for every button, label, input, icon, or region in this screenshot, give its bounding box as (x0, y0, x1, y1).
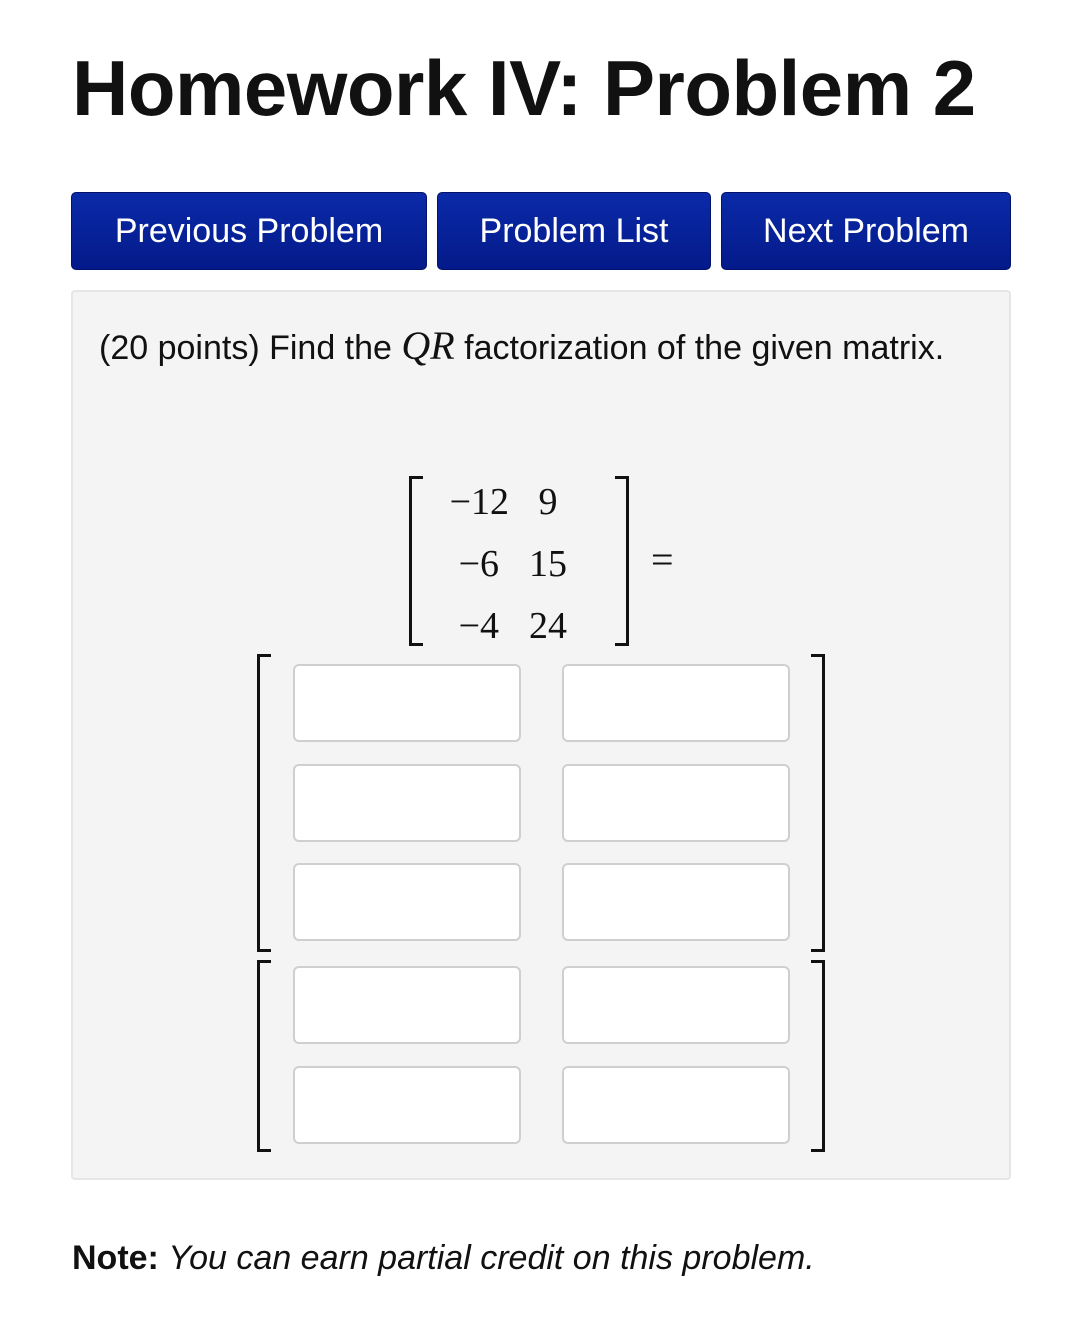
problem-navigation (71, 192, 1011, 270)
q-input-r1c2[interactable] (562, 664, 790, 742)
matrix-cell: 15 (529, 543, 567, 585)
r-matrix-left-bracket (257, 960, 271, 1152)
page-title: Homework IV: Problem 2 (72, 44, 976, 132)
partial-credit-note (72, 1236, 815, 1280)
equals-sign: = (651, 537, 674, 582)
prompt-suffix: factorization of the given matrix. (454, 329, 945, 367)
prompt-math-var: QR (401, 323, 455, 368)
matrix-right-bracket (615, 476, 629, 646)
q-input-r2c2[interactable] (562, 764, 790, 842)
matrix-cell: 9 (538, 481, 558, 523)
r-matrix-right-bracket (811, 960, 825, 1152)
r-input-r1c1[interactable] (293, 966, 521, 1044)
q-input-r1c1[interactable] (293, 664, 521, 742)
note-text: You can earn partial credit on this problem. (168, 1239, 815, 1277)
matrix-cell: −6 (458, 543, 499, 585)
next-problem-button[interactable]: Next Problem (721, 192, 1011, 270)
r-input-r2c2[interactable] (562, 1066, 790, 1144)
r-input-r2c1[interactable] (293, 1066, 521, 1144)
r-input-r1c2[interactable] (562, 966, 790, 1044)
problem-list-button[interactable]: Problem List (437, 192, 711, 270)
matrix-cell: −12 (449, 481, 509, 523)
problem-prompt (99, 320, 979, 374)
q-input-r2c1[interactable] (293, 764, 521, 842)
note-label: Note: (72, 1239, 159, 1277)
matrix-cell: −4 (458, 605, 499, 647)
given-matrix (409, 476, 629, 646)
previous-problem-button[interactable]: Previous Problem (71, 192, 427, 270)
q-matrix-left-bracket (257, 654, 271, 952)
q-input-r3c1[interactable] (293, 863, 521, 941)
matrix-cell: 24 (529, 605, 567, 647)
prompt-prefix: (20 points) Find the (99, 329, 402, 367)
problem-panel (71, 290, 1011, 1180)
q-input-r3c2[interactable] (562, 863, 790, 941)
q-matrix-right-bracket (811, 654, 825, 952)
